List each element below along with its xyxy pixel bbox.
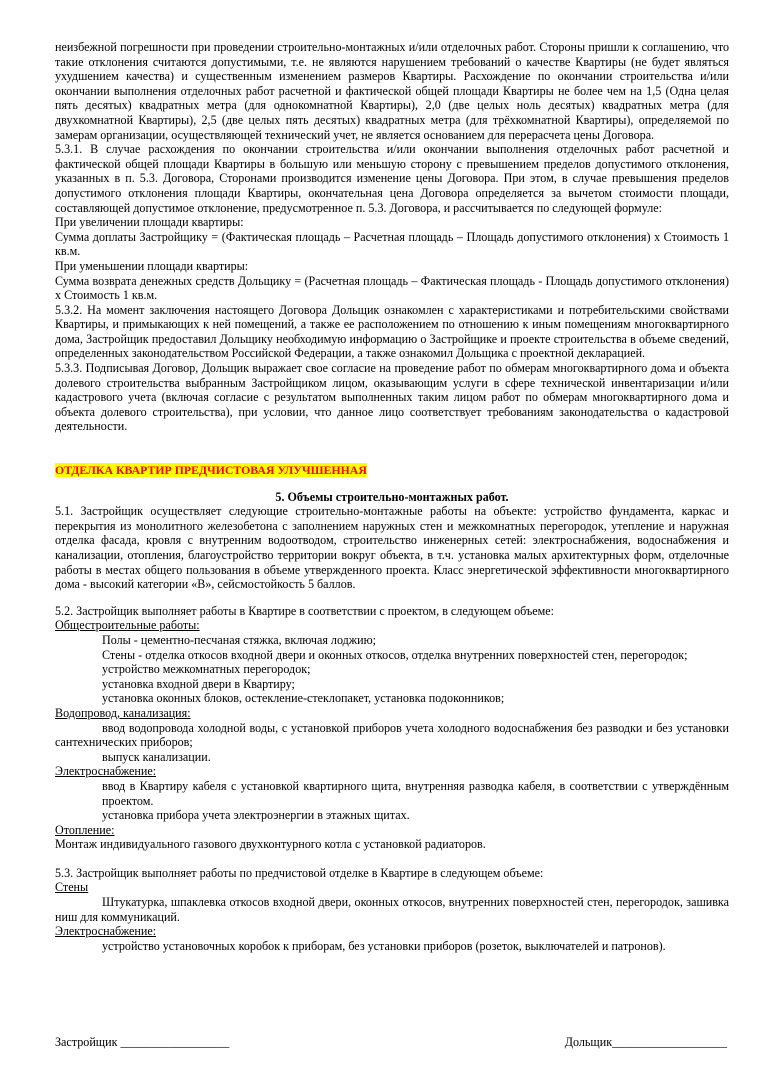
general-item: установка входной двери в Квартиру;: [102, 676, 295, 691]
general-item: установка оконных блоков, остекление-стеклопакет, установка подоконников;: [102, 691, 505, 706]
water-item: ввод водопровода холодной воды, с установкой приборов учета холодного водоснабжения без разводки и без установки сантехнических приборов;: [55, 720, 729, 750]
paragraph-5-3-3: 5.3.3. Подписывая Договор, Дольщик выражает свое согласие на проведение работ по обмерам многоквартирного дома и объекта долевого строительства выбранным Застройщиком лицом, оказывающим услуги в сфере технической инвентаризации и/или кадастрового учета (включая согласие с результатом выполненных таким лицом работ по обмерам многоквартирного дома и объекта долевого строительства), при условии, что данное лицо соответствует требованиям законодательства о кадастровой деятельности.: [55, 361, 729, 434]
shareholder-signature-line: Дольщик___________________: [564, 1035, 727, 1049]
electric2-text: устройство установочных коробок к приборам, без установки приборов (розеток, выключателей и патронов).: [102, 938, 666, 953]
water-item: выпуск канализации.: [102, 749, 211, 764]
formula-increase-label: При увеличении площади квартиры:: [55, 215, 244, 230]
electric2-heading: Электроснабжение:: [55, 924, 157, 939]
finish-type-heading-row: [55, 463, 729, 478]
electric-item: ввод в Квартиру кабеля с установкой квартирного щита, внутренняя разводка кабеля, в соответствии с утверждённым проектом.: [102, 778, 729, 808]
paragraph-5-1: 5.1. Застройщик осуществляет следующие строительно-монтажные работы на объекте: устройство фундамента, каркас и перекрытия из монолитного железобетона с заполнением наружных стен и межкомнатных перегородок, утепление и наружная отделка фасада, кровля с внутренним водоотводом, строительство инженерных сетей: электроснабжения, водоснабжения и канализации, отопления, благоустройство территории вокруг объекта, в т.ч. установка малых архитектурных форм, отделочные работы в местах общего пользования в объеме утвержденного проекта. Класс энергетической эффективности многоквартирного дома - высокий категории «В», сейсмостойкость 5 баллов.: [55, 504, 729, 592]
formula-decrease: Сумма возврата денежных средств Дольщику = (Расчетная площадь – Фактическая площадь - Площадь допустимого отклонения) х Стоимость 1 кв.м.: [55, 273, 729, 303]
general-item: устройство межкомнатных перегородок;: [102, 662, 311, 677]
section-title: 5. Объемы строительно-монтажных работ.: [275, 489, 509, 504]
electric-item: установка прибора учета электроэнергии в этажных щитах.: [102, 808, 410, 823]
finish-type-heading: ОТДЕЛКА КВАРТИР ПРЕДЧИСТОВАЯ УЛУЧШЕННАЯ: [55, 463, 367, 478]
paragraph-5-3-1: 5.3.1. В случае расхождения по окончании строительства и/или окончании выполнения отделочных работ расчетной и фактической общей площади Квартиры в большую или меньшую сторону с превышением пределов допустимого отклонения, указанных в п. 5.3. Договора, Сторонами производится изменение цены Договора. При этом, в случае превышения пределов допустимого отклонения площади Квартиры, окончательная цена Договора определяется за вычетом стоимости площади, составляющей допустимое отклонение, предусмотренное п. 5.3. Договора, и рассчитывается по следующей формуле:: [55, 142, 729, 215]
paragraph-area-tolerance: неизбежной погрешности при проведении строительно-монтажных и/или отделочных работ. Стороны пришли к соглашению, что такие отклонения считаются допустимыми, т.е. не являются нарушением требований о качестве Квартиры (не будет являться ухудшением качества) и существенным изменением размеров Квартиры. Расхождение по окончании строительства и/или окончании выполнения отделочных работ расчетной и фактической общей площади Квартиры не более чем на 1,5 (Одна целая пять десятых) квадратных метра (для однокомнатной Квартиры), 2,0 (две целых ноль десятых) квадратных метра (для двухкомнатной Квартиры), 2,5 (две целых пять десятых) квадратных метра (для трёхкомнатной Квартиры), определяемой по замерам организации, осуществляющей технический учет, не является основанием для перерасчета цены Договора.: [55, 40, 729, 142]
developer-signature-line: Застройщик __________________: [55, 1035, 230, 1049]
heating-heading: Отопление:: [55, 822, 115, 837]
formula-increase: Сумма доплаты Застройщику = (Фактическая площадь – Расчетная площадь – Площадь допустимого отклонения) х Стоимость 1 кв.м.: [55, 229, 729, 259]
document-body: [55, 40, 729, 953]
walls-heading: Стены: [55, 880, 89, 895]
paragraph-5-3: 5.3. Застройщик выполняет работы по предчистовой отделке в Квартире в следующем объеме:: [55, 865, 544, 880]
electric-heading: Электроснабжение:: [55, 764, 157, 779]
heating-text: Монтаж индивидуального газового двухконтурного котла с установкой радиаторов.: [55, 837, 486, 852]
formula-decrease-label: При уменьшении площади квартиры:: [55, 258, 249, 273]
paragraph-5-3-2: 5.3.2. На момент заключения настоящего Договора Дольщик ознакомлен с характеристиками и потребительскими свойствами Квартиры, и примыкающих к ней помещений, а также ее расположением по отношению к иным помещениям многоквартирного дома, Застройщик предоставил Дольщику необходимую информацию о Застройщике и проекте строительства в объеме сведений, определенных законодательством Российской Федерации, а также ознакомил Дольщика с проектной декларацией.: [55, 302, 729, 361]
signature-footer: [55, 1035, 729, 1050]
walls-text: Штукатурка, шпаклевка откосов входной двери, оконных откосов, внутренних поверхностей стен, перегородок, зашивка ниш для коммуникаций.: [55, 895, 729, 924]
paragraph-5-2: 5.2. Застройщик выполняет работы в Квартире в соответствии с проектом, в следующем объеме:: [55, 603, 555, 618]
general-item: Полы - цементно-песчаная стяжка, включая лоджию;: [102, 632, 377, 647]
general-works-heading: Общестроительные работы:: [55, 618, 200, 633]
general-item: Стены - отделка откосов входной двери и оконных откосов, отделка внутренних поверхностей стен, перегородок;: [102, 647, 688, 662]
water-heading: Водопровод, канализация:: [55, 705, 191, 720]
